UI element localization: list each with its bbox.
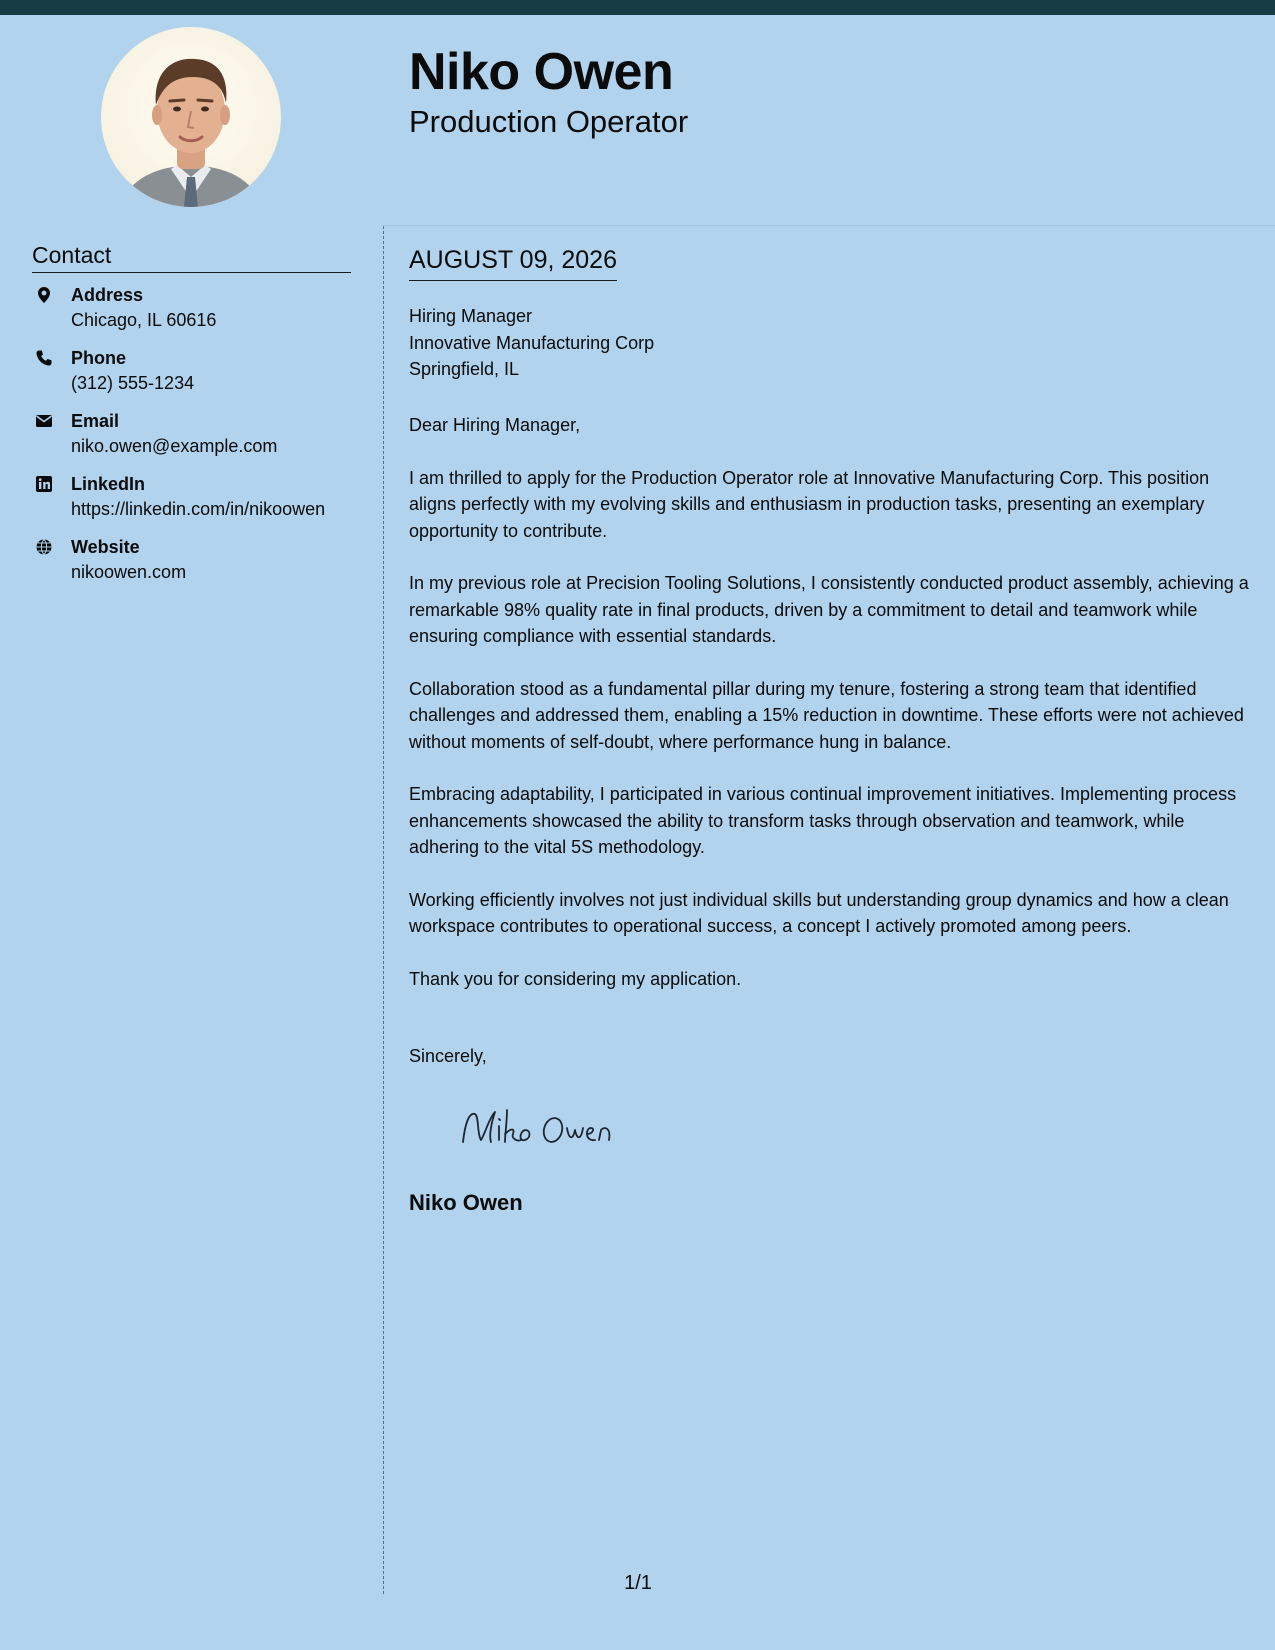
- top-accent-bar: [0, 0, 1275, 15]
- header-divider: [384, 225, 1275, 226]
- letter-date: AUGUST 09, 2026: [409, 244, 617, 281]
- contact-item-address: [32, 283, 372, 346]
- contact-value: Chicago, IL 60616: [71, 310, 217, 330]
- contact-label: Website: [71, 537, 140, 557]
- contact-label: Phone: [71, 348, 127, 368]
- contact-value: (312) 555-1234: [71, 373, 195, 393]
- contact-list: [32, 283, 372, 598]
- body-paragraph: Thank you for considering my application.: [409, 968, 742, 989]
- profile-photo: [101, 27, 281, 207]
- contact-value[interactable]: https://linkedin.com/in/nikoowen: [71, 499, 326, 519]
- signed-name: Niko Owen: [409, 1190, 523, 1215]
- job-title: Production Operator: [409, 104, 689, 139]
- envelope-icon: [35, 412, 53, 430]
- letter-body: [409, 412, 1249, 1018]
- recipient-block: [409, 303, 654, 383]
- contact-value[interactable]: niko.owen@example.com: [71, 436, 278, 456]
- page-number: 1/1: [624, 1572, 652, 1594]
- column-divider: [383, 226, 384, 1594]
- contact-heading: Contact: [32, 240, 351, 273]
- contact-item-linkedin: [32, 472, 372, 535]
- body-paragraph: Collaboration stood as a fundamental pillar during my tenure, fostering a strong team that identified challenges and addressed them, enabling a 15% reduction in downtime. These efforts were not achieved without moments of self-doubt, where performance hung in balance.: [409, 678, 1244, 752]
- recipient-line: Springfield, IL: [409, 359, 520, 379]
- globe-icon: [35, 538, 53, 556]
- contact-item-email: [32, 409, 372, 472]
- handwritten-signature: [455, 1104, 635, 1154]
- recipient-line: Hiring Manager: [409, 306, 533, 326]
- contact-item-phone: [32, 346, 372, 409]
- map-pin-icon: [35, 286, 53, 304]
- contact-label: Email: [71, 411, 120, 431]
- salutation: Dear Hiring Manager,: [409, 415, 581, 435]
- body-paragraph: Embracing adaptability, I participated in various continual improvement initiatives. Implementing process enhancements showcased the ability to transform tasks through observation and teamwork, while adhering to the vital 5S methodology.: [409, 784, 1237, 857]
- body-paragraph: In my previous role at Precision Tooling Solutions, I consistently conducted product assembly, achieving a remarkable 98% quality rate in final products, driven by a commitment to detail and teamwork while ensuring compliance with essential standards.: [409, 573, 1249, 646]
- body-paragraph: Working efficiently involves not just individual skills but understanding group dynamics and how a clean workspace contributes to operational success, a concept I actively promoted among peers.: [409, 889, 1229, 936]
- contact-label: LinkedIn: [71, 474, 146, 494]
- closing: Sincerely,: [409, 1046, 487, 1066]
- contact-item-website: [32, 535, 372, 598]
- contact-value[interactable]: nikoowen.com: [71, 562, 187, 582]
- contact-label: Address: [71, 285, 144, 305]
- phone-icon: [35, 349, 53, 367]
- applicant-name: Niko Owen: [409, 43, 674, 101]
- recipient-line: Innovative Manufacturing Corp: [409, 332, 655, 353]
- linkedin-icon: [35, 475, 53, 493]
- body-paragraph: I am thrilled to apply for the Production Operator role at Innovative Manufacturing Corp. This position aligns perfectly with my evolving skills and enthusiasm in production tasks, presenting an exemplary opportunity to contribute.: [409, 467, 1210, 541]
